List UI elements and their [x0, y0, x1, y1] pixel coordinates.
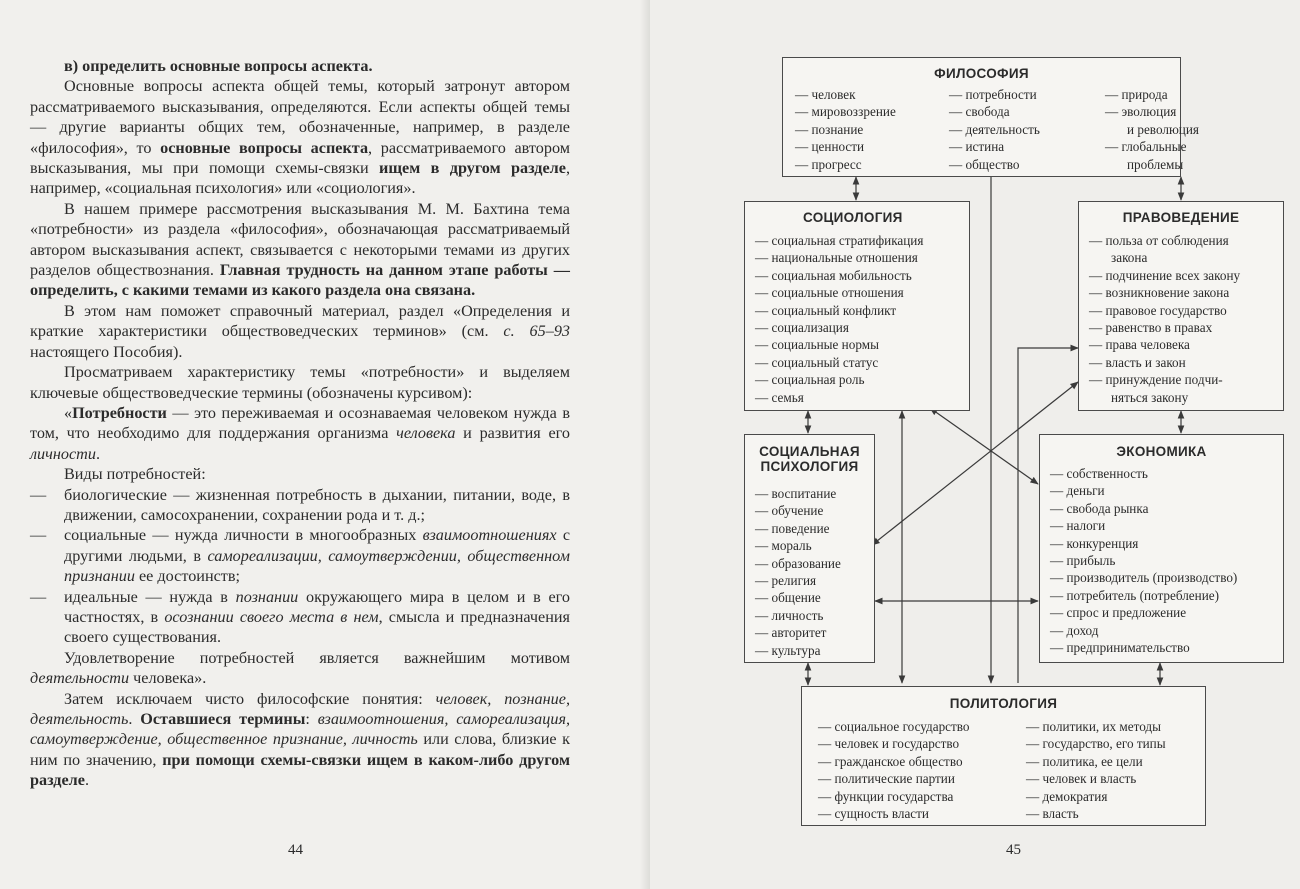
list-item: — принуждение подчи- [1089, 372, 1223, 388]
text-run: , например, «социальная психология» или «социология». [30, 159, 570, 198]
law-box [1078, 201, 1284, 411]
list-item: — деятельность [949, 121, 1040, 137]
bold-run: Потребности [72, 403, 167, 422]
list-item: — социальная стратификация [755, 233, 924, 248]
list-item: — налоги [1050, 518, 1106, 534]
left-page-text [30, 56, 570, 791]
philosophy-title: ФИЛОСОФИЯ [934, 66, 1029, 81]
politology-col-2 [1026, 718, 1166, 822]
list-item: няться закону [1111, 389, 1189, 405]
bold-run: основные вопросы аспекта [160, 138, 369, 157]
text-run: « [64, 403, 73, 422]
list-item: — воспитание [755, 486, 837, 501]
paragraph-4: Просматриваем характеристику темы «потребности» и выделяем ключевые обществоведческие термины (обозначены курсивом): [30, 363, 570, 402]
text-run: В нашем примере рассмотрения высказывания М. М. Бахтина тема «потребности» из раздела «философия», обозначающая рассматриваемый автором высказывания аспект, связывается с некоторыми темами из других разделов обществознания. [30, 199, 570, 280]
paragraph-8 [30, 689, 570, 791]
text-run: с другими людьми, в [64, 526, 571, 565]
sociology-box [744, 201, 970, 411]
list-item: — общение [755, 590, 821, 606]
philosophy-col-1 [795, 86, 896, 173]
italic-run: взаимоотношения, самореализация, самоутверждение, общественное признание, личность [30, 710, 571, 749]
list-item: — культура [755, 642, 821, 658]
list-item: — человек [795, 87, 856, 102]
italic-run: деятельности [30, 669, 130, 688]
list-item: — возникновение закона [1089, 285, 1230, 301]
text-run: Основные вопросы аспекта общей темы, который затронут автором рассматриваемого высказывания, определяются. Если аспекты общей темы — другие варианты общих тем, обозначенные, например, в разделе «философия», то [30, 77, 570, 157]
philosophy-box [782, 57, 1199, 177]
list-item: и революция [1127, 121, 1199, 137]
social-psychology-title-1: СОЦИАЛЬНАЯ [759, 444, 860, 459]
list-item: — политические партии [818, 771, 955, 787]
list-item: — национальные отношения [755, 250, 918, 266]
text-run: человека». [129, 669, 207, 688]
paragraph-5 [30, 403, 570, 464]
italic-run: человека [396, 424, 456, 443]
list-item: — равенство в правах [1089, 320, 1213, 336]
text-run: В этом нам поможет справочный материал, раздел «Определения и краткие характеристики обществоведческих терминов» (см. [30, 301, 570, 341]
law-list [1089, 232, 1240, 406]
text-run: , рассматриваемого автором высказывания, мы при помощи схемы-связки [30, 138, 570, 178]
list-item: — авторитет [755, 625, 827, 641]
list-item: — личность [755, 607, 824, 623]
sociology-list [755, 232, 923, 406]
sociology-title: СОЦИОЛОГИЯ [803, 210, 903, 225]
text-run: идеальные — нужда в [64, 587, 236, 606]
list-item: — истина [949, 139, 1005, 155]
list-item: — сущность власти [818, 806, 929, 822]
list-item: — демократия [1026, 788, 1108, 804]
list-item [30, 525, 570, 586]
economics-box [1039, 434, 1284, 663]
list-item: — религия [755, 573, 817, 589]
arrow-sociology-economics [930, 408, 1038, 484]
list-item [30, 587, 570, 648]
list-item: — человек и государство [818, 736, 960, 752]
list-item: — социальные отношения [755, 285, 904, 301]
paragraph-1 [30, 76, 570, 198]
list-item: — власть и закон [1089, 354, 1186, 370]
bold-run: Главная трудность на данном этапе работы — определить, с какими темами из какого раздела она связана. [30, 261, 570, 300]
text-run: социальные — нужда личности в многообразных [64, 526, 423, 545]
list-item: — деньги [1050, 483, 1105, 499]
list-item: — природа [1105, 87, 1168, 102]
list-item: — права человека [1089, 337, 1190, 353]
list-item: — прогресс [795, 156, 862, 172]
list-item: — мировоззрение [795, 104, 896, 120]
text-run: Затем исключаем чисто философские понятия: [64, 689, 436, 708]
text-run: настоящего Пособия). [30, 342, 183, 361]
list-item: — познание [795, 121, 864, 137]
politology-col-1 [818, 718, 970, 822]
text-run: ее достоинств; [134, 567, 241, 586]
list-item: — власть [1026, 806, 1079, 822]
italic-run: человек, познание, деятельность [30, 689, 570, 728]
list-item: — социальная мобильность [755, 267, 912, 283]
list-item: — спрос и предложение [1050, 605, 1187, 621]
list-item: — подчинение всех закону [1089, 267, 1241, 283]
list-item: — доход [1050, 622, 1099, 638]
paragraph-3 [30, 301, 570, 362]
list-item: — социальный конфликт [755, 302, 897, 318]
section-heading: в) определить основные вопросы аспекта. [64, 57, 373, 75]
philosophy-col-2 [949, 86, 1040, 173]
list-item: — человек и власть [1026, 771, 1137, 787]
social-psychology-title-2: ПСИХОЛОГИЯ [760, 459, 859, 474]
text-run: , смысла и предназначения своего существования. [64, 607, 570, 647]
text-run: окружающего мира в целом и в его частностях, в [64, 587, 571, 626]
list-item: — общество [949, 156, 1020, 172]
social-psychology-list [755, 485, 841, 659]
right-page [650, 0, 1300, 889]
list-item: — прибыль [1050, 553, 1116, 569]
list-item: — свобода [949, 104, 1010, 120]
page-number-right: 45 [1006, 842, 1021, 858]
italic-run: осознании своего места в нем [164, 607, 379, 626]
text-run: Удовлетворение потребностей является важнейшим мотивом [64, 648, 570, 667]
philosophy-col-3 [1105, 86, 1199, 173]
list-item: проблемы [1127, 156, 1184, 172]
list-item: — социальная роль [755, 372, 865, 388]
text-run: : [305, 710, 318, 728]
list-item: — эволюция [1105, 104, 1177, 120]
dash: — [30, 587, 47, 606]
bold-run: при помощи схемы-связки ищем в каком-либо другом разделе [30, 750, 570, 790]
social-psychology-box [744, 434, 875, 663]
list-item: — социализация [755, 320, 849, 336]
text-run: . [95, 444, 101, 463]
politology-box [801, 686, 1206, 826]
list-item: закона [1111, 250, 1148, 266]
list-item: — мораль [755, 538, 812, 554]
economics-title: ЭКОНОМИКА [1116, 444, 1207, 459]
politology-title: ПОЛИТОЛОГИЯ [949, 696, 1058, 711]
dash: — [30, 526, 47, 545]
list-item: — функции государства [818, 788, 954, 804]
paragraph-2 [30, 199, 570, 301]
list-item: — потребитель (потребление) [1050, 587, 1220, 603]
bold-run: ищем в другом разделе [379, 159, 566, 178]
text-run: или слова, близкие к ним по значению, [30, 730, 570, 769]
list-item: — политика, ее цели [1026, 753, 1143, 769]
list-item: — конкуренция [1050, 535, 1139, 551]
list-item: — гражданское общество [818, 753, 963, 769]
list-item: — собственность [1050, 466, 1148, 481]
list-item: — производитель (производство) [1050, 570, 1238, 586]
list-item: — свобода рынка [1050, 500, 1149, 516]
text-run: — это переживаемая и осознаваемая человеком нужда в том, что необходимо для поддержания организма [30, 403, 570, 443]
list-item: — польза от соблюдения [1089, 233, 1229, 248]
law-title: ПРАВОВЕДЕНИЕ [1122, 210, 1240, 225]
list-item: — обучение [755, 503, 824, 519]
list-item: — политики, их методы [1026, 719, 1161, 734]
list-item: — социальные нормы [755, 337, 879, 353]
list-item: — ценности [795, 139, 865, 155]
list-item: — предпринимательство [1050, 640, 1190, 656]
list-item: — правовое государство [1089, 302, 1227, 318]
text-run: . [128, 710, 141, 728]
list-item: — глобальные [1105, 139, 1187, 155]
text-run: и развития его [455, 424, 570, 443]
list-item: — социальный статус [755, 354, 879, 370]
italic-run: самореализации, самоутверждении, общественном признании [64, 546, 570, 586]
dash: — [30, 485, 47, 504]
list-item: — потребности [949, 87, 1037, 102]
italic-run: личности [30, 444, 96, 463]
economics-list [1050, 465, 1237, 656]
list-item: — государство, его типы [1026, 736, 1166, 752]
italic-run: взаимоотношениях [422, 526, 557, 545]
italic-run: познании [235, 587, 299, 606]
paragraph-7 [30, 648, 570, 689]
text-run: . [84, 771, 89, 790]
list-item: — семья [755, 389, 804, 405]
paragraph-6: Виды потребностей: [64, 465, 206, 484]
list-item [30, 485, 570, 526]
text-run: биологические — жизненная потребность в дыхании, питании, воде, в движении, самосохранении, сохранении рода и т. д.; [64, 485, 570, 524]
bold-run: Оставшиеся термины [140, 710, 306, 728]
italic-run: с. 65–93 [503, 322, 571, 341]
page-number-left: 44 [288, 842, 303, 858]
list-item: — поведение [755, 520, 830, 536]
list-item: — социальное государство [818, 719, 970, 734]
list-item: — образование [755, 555, 841, 571]
